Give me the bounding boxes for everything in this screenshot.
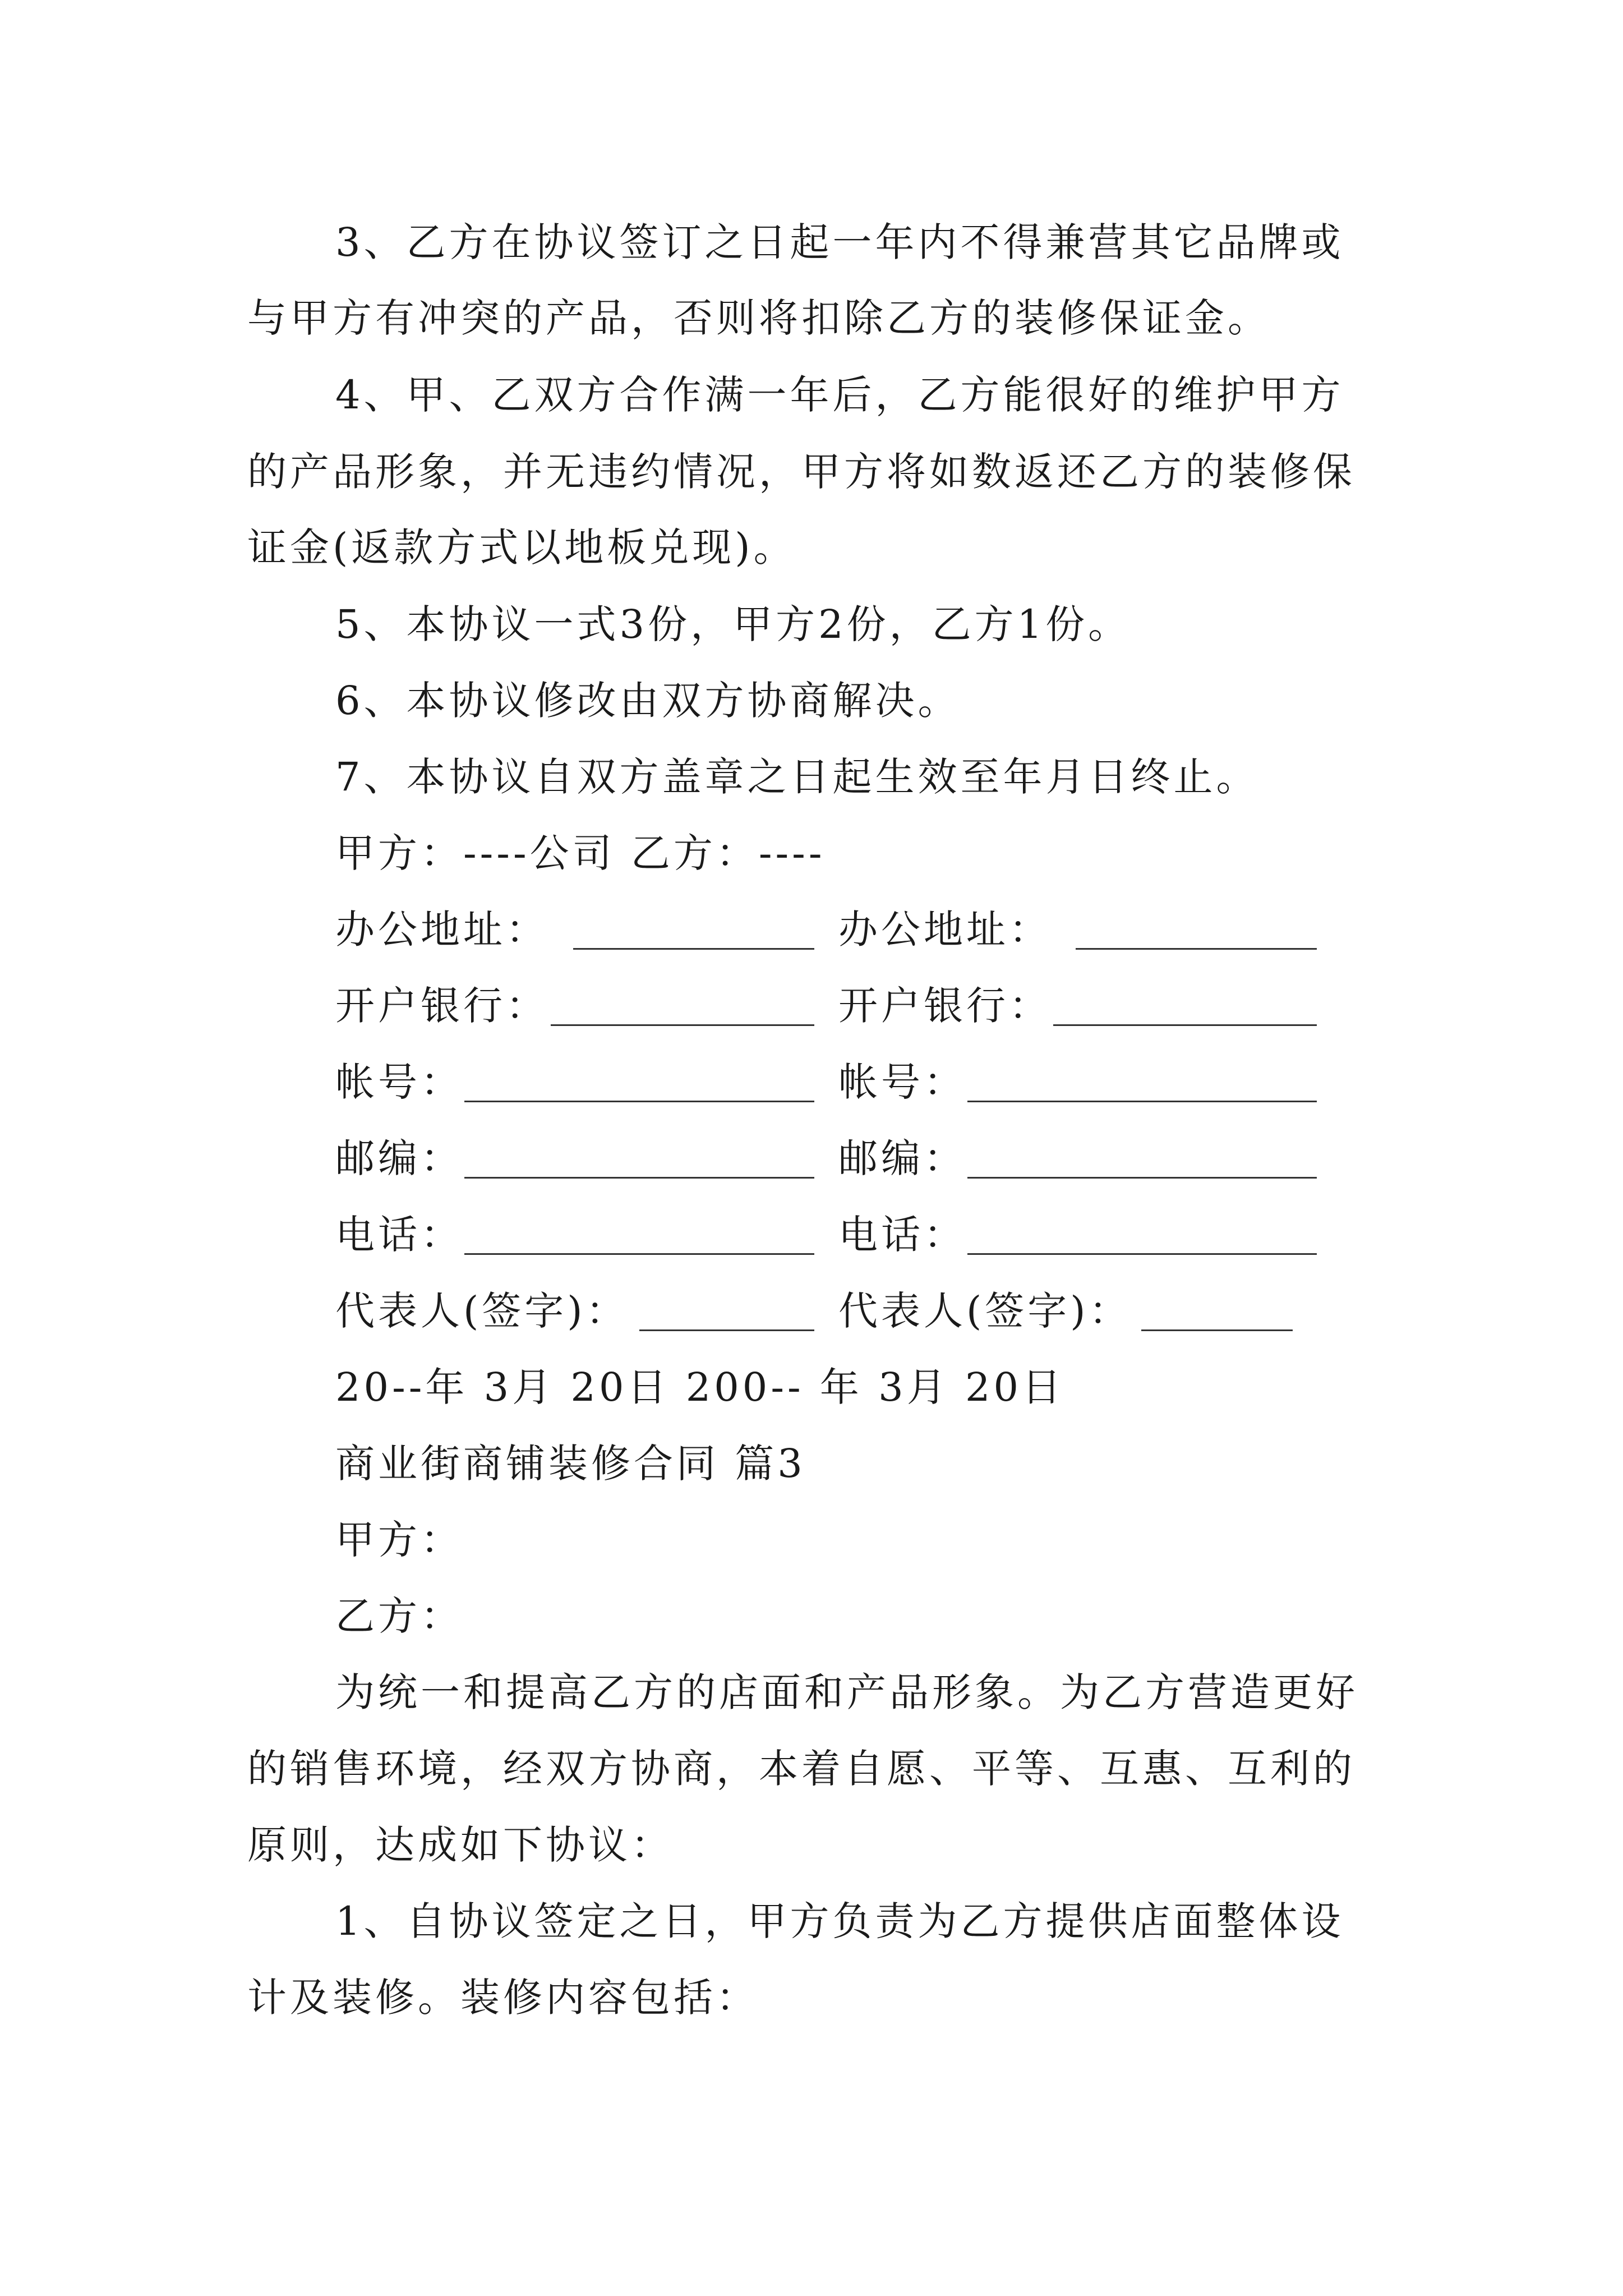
party-a-bank-label: 开户银行： — [335, 983, 548, 1029]
party-b-representative-blank[interactable] — [1141, 1329, 1293, 1331]
clause-1-line-2: 计及装修。装修内容包括： — [247, 1975, 759, 2021]
party-b-phone-label: 电话： — [838, 1212, 966, 1258]
clause-4-line-3: 证金(返款方式以地板兑现)。 — [247, 524, 796, 570]
clause-4-line-2: 的产品形象，并无违约情况，甲方将如数返还乙方的装修保 — [247, 449, 1355, 495]
clause-3-line-1: 3、乙方在协议签订之日起一年内不得兼营其它品牌或 — [335, 219, 1344, 265]
party-a-phone-blank[interactable] — [464, 1253, 814, 1255]
party-a-representative-blank[interactable] — [639, 1329, 814, 1331]
intro-line-1: 为统一和提高乙方的店面和产品形象。为乙方营造更好 — [335, 1669, 1358, 1715]
party-b-account-label: 帐号： — [838, 1059, 966, 1105]
party-a-account-blank[interactable] — [464, 1101, 814, 1102]
party-a-account-label: 帐号： — [335, 1059, 463, 1105]
clause-4-line-1: 4、甲、乙双方合作满一年后，乙方能很好的维护甲方 — [335, 372, 1344, 418]
party-b-office-address-label: 办公地址： — [838, 907, 1052, 953]
party-a-bank-blank[interactable] — [551, 1024, 814, 1026]
clause-3-line-2: 与甲方有冲突的产品，否则将扣除乙方的装修保证金。 — [247, 295, 1270, 341]
party-b-phone-blank[interactable] — [967, 1253, 1317, 1255]
party-a-representative-label: 代表人(签字)： — [335, 1288, 629, 1334]
clause-1-line-1: 1、自协议签定之日，甲方负责为乙方提供店面整体设 — [335, 1898, 1344, 1944]
party-b-postcode-blank[interactable] — [967, 1177, 1317, 1179]
signing-date-line: 20--年 3月 20日 200-- 年 3月 20日 — [335, 1364, 1065, 1410]
clause-6: 6、本协议修改由双方协商解决。 — [335, 678, 961, 724]
clause-5: 5、本协议一式3份，甲方2份，乙方1份。 — [335, 601, 1131, 647]
parties-line: 甲方：----公司 乙方：---- — [335, 830, 826, 876]
party-b-bank-blank[interactable] — [1053, 1024, 1317, 1026]
party-b-office-address-blank[interactable] — [1076, 948, 1317, 950]
party-b-label: 乙方： — [335, 1593, 463, 1639]
party-a-postcode-blank[interactable] — [464, 1177, 814, 1179]
party-a-label: 甲方： — [335, 1517, 463, 1563]
intro-line-2: 的销售环境，经双方协商，本着自愿、平等、互惠、互利的 — [247, 1746, 1355, 1792]
party-a-postcode-label: 邮编： — [335, 1135, 463, 1181]
party-b-account-blank[interactable] — [967, 1101, 1317, 1102]
party-b-bank-label: 开户银行： — [838, 983, 1052, 1029]
party-a-office-address-blank[interactable] — [573, 948, 814, 950]
party-b-postcode-label: 邮编： — [838, 1135, 966, 1181]
party-b-representative-label: 代表人(签字)： — [838, 1288, 1132, 1334]
section-title: 商业街商铺装修合同 篇3 — [335, 1441, 806, 1487]
party-a-phone-label: 电话： — [335, 1212, 463, 1258]
clause-7: 7、本协议自双方盖章之日起生效至年月日终止。 — [335, 754, 1259, 800]
intro-line-3: 原则，达成如下协议： — [247, 1822, 674, 1868]
party-a-office-address-label: 办公地址： — [335, 907, 548, 953]
